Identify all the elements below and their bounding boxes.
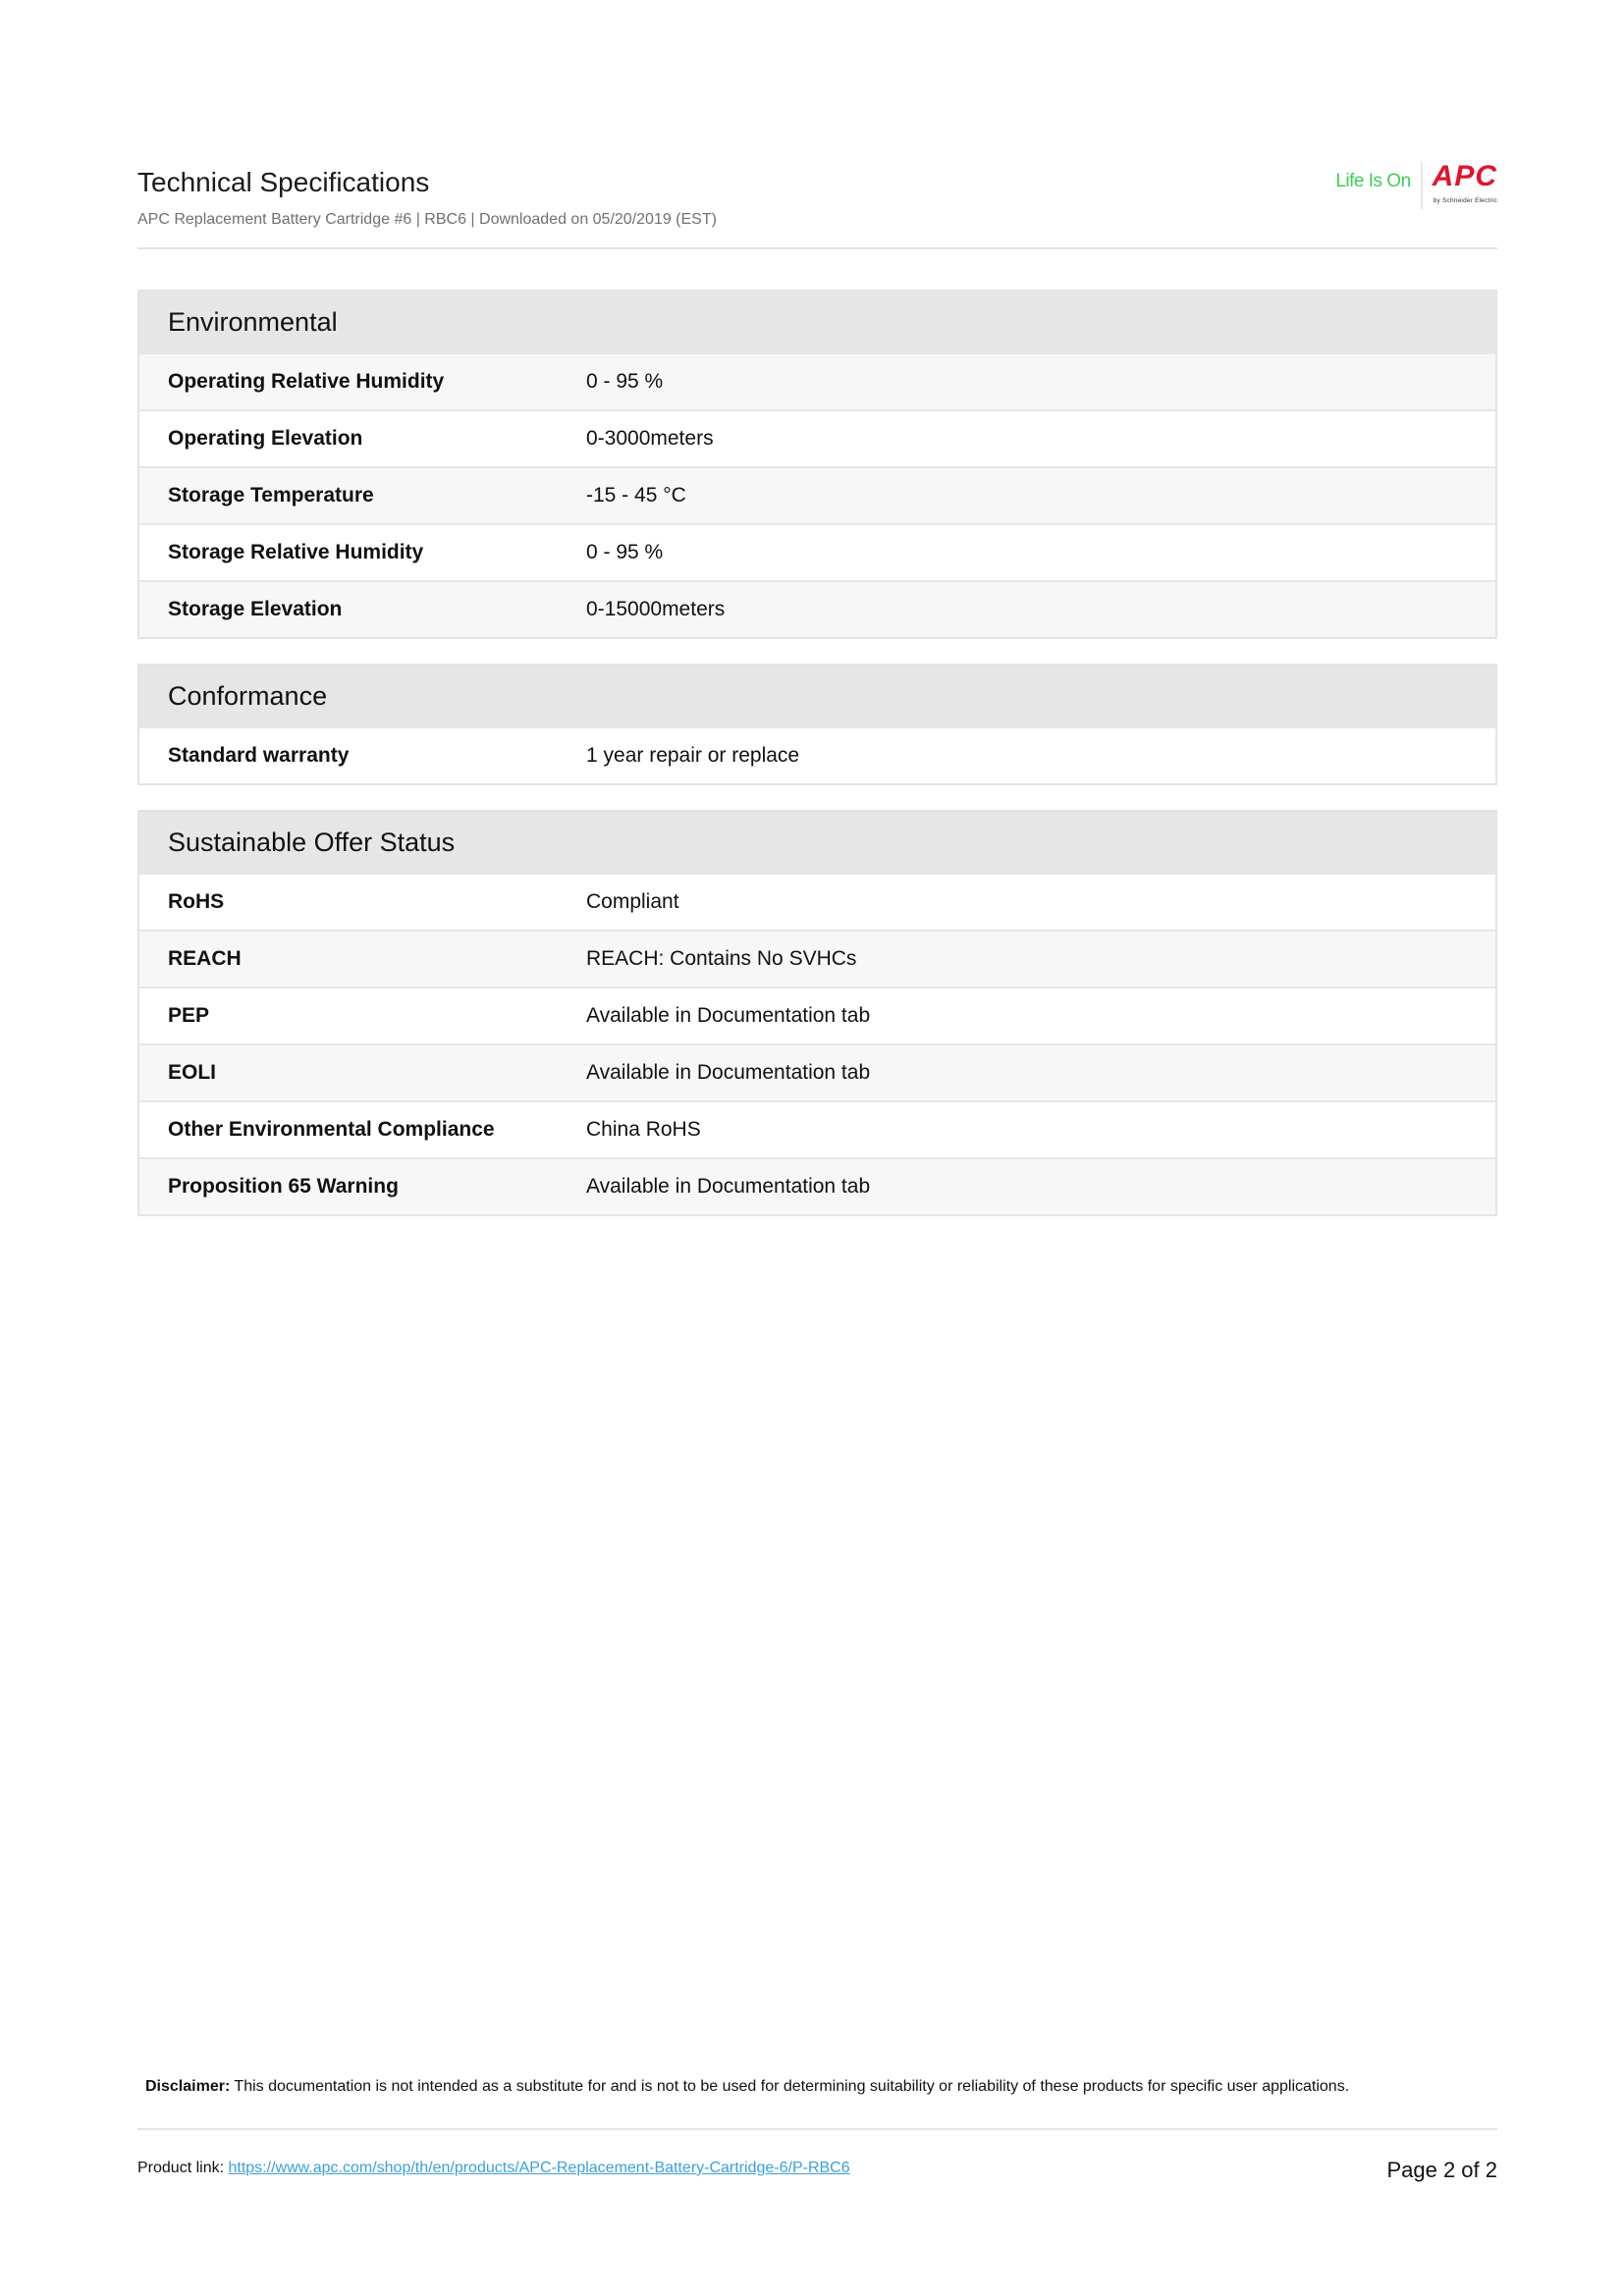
spec-label: RoHS — [168, 890, 225, 913]
life-is-on-text: Life Is On — [1335, 171, 1411, 191]
disclaimer-text: This documentation is not intended as a substitute for and is not to be used for determining suitability or reliability of these products for specific user applications. — [230, 2078, 1350, 2095]
spec-value: 0-15000meters — [586, 598, 726, 620]
section-conformance — [137, 664, 1497, 785]
spec-row — [139, 1043, 1495, 1100]
spec-label: Storage Relative Humidity — [168, 541, 424, 563]
spec-row — [139, 580, 1495, 637]
apc-logo — [1433, 162, 1497, 204]
spec-value: 0 - 95 % — [586, 541, 664, 563]
spec-row — [139, 352, 1495, 409]
spec-label: Operating Relative Humidity — [168, 370, 445, 393]
spec-label: Operating Elevation — [168, 427, 363, 450]
spec-label: Storage Elevation — [168, 598, 343, 620]
spec-value: 0 - 95 % — [586, 370, 664, 393]
spec-value: Available in Documentation tab — [586, 1004, 871, 1027]
product-link[interactable]: https://www.apc.com/shop/th/en/products/APC-Replacement-Battery-Cartridge-6/P-RBC6 — [228, 2160, 850, 2176]
spec-label: Proposition 65 Warning — [168, 1175, 399, 1198]
spec-label: Storage Temperature — [168, 484, 374, 507]
spec-row — [139, 930, 1495, 987]
spec-row — [139, 726, 1495, 783]
page-header — [137, 160, 1497, 249]
logo-divider — [1421, 162, 1423, 209]
spec-value: 0-3000meters — [586, 427, 714, 450]
spec-label: Other Environmental Compliance — [168, 1118, 495, 1141]
spec-row — [139, 466, 1495, 523]
footer-divider — [137, 2128, 1497, 2130]
spec-label: EOLI — [168, 1061, 217, 1084]
section-title: Environmental — [139, 292, 1495, 352]
spec-row — [139, 523, 1495, 580]
spec-row — [139, 987, 1495, 1043]
page-number: Page 2 of 2 — [1386, 2158, 1497, 2182]
spec-value: China RoHS — [586, 1118, 701, 1141]
spec-label: PEP — [168, 1004, 210, 1027]
spec-label: Standard warranty — [168, 744, 350, 767]
spec-label: REACH — [168, 947, 242, 970]
product-link-label: Product link: — [137, 2160, 229, 2176]
section-sustainable-offer-status — [137, 810, 1497, 1216]
spec-value: REACH: Contains No SVHCs — [586, 947, 857, 970]
disclaimer — [145, 2078, 1500, 2096]
spec-row — [139, 873, 1495, 930]
product-link-line — [137, 2160, 850, 2177]
disclaimer-label: Disclaimer: — [145, 2078, 231, 2095]
apc-logo-subtext: by Schneider Electric — [1433, 197, 1497, 204]
section-title: Sustainable Offer Status — [139, 812, 1495, 873]
page-title: Technical Specifications — [137, 167, 430, 197]
section-environmental — [137, 290, 1497, 639]
spec-row — [139, 409, 1495, 466]
life-is-on-logo — [1335, 171, 1410, 192]
spec-value: Available in Documentation tab — [586, 1061, 871, 1084]
spec-row — [139, 1100, 1495, 1157]
page-subtitle: APC Replacement Battery Cartridge #6 | RBC6 | Downloaded on 05/20/2019 (EST) — [137, 211, 717, 228]
brand-logos — [1335, 162, 1497, 211]
spec-value: -15 - 45 °C — [586, 484, 686, 507]
apc-logo-mark: APC — [1432, 160, 1497, 192]
section-title: Conformance — [139, 666, 1495, 726]
spec-row — [139, 1157, 1495, 1214]
spec-value: Compliant — [586, 890, 679, 913]
spec-value: 1 year repair or replace — [586, 744, 800, 767]
spec-value: Available in Documentation tab — [586, 1175, 871, 1198]
